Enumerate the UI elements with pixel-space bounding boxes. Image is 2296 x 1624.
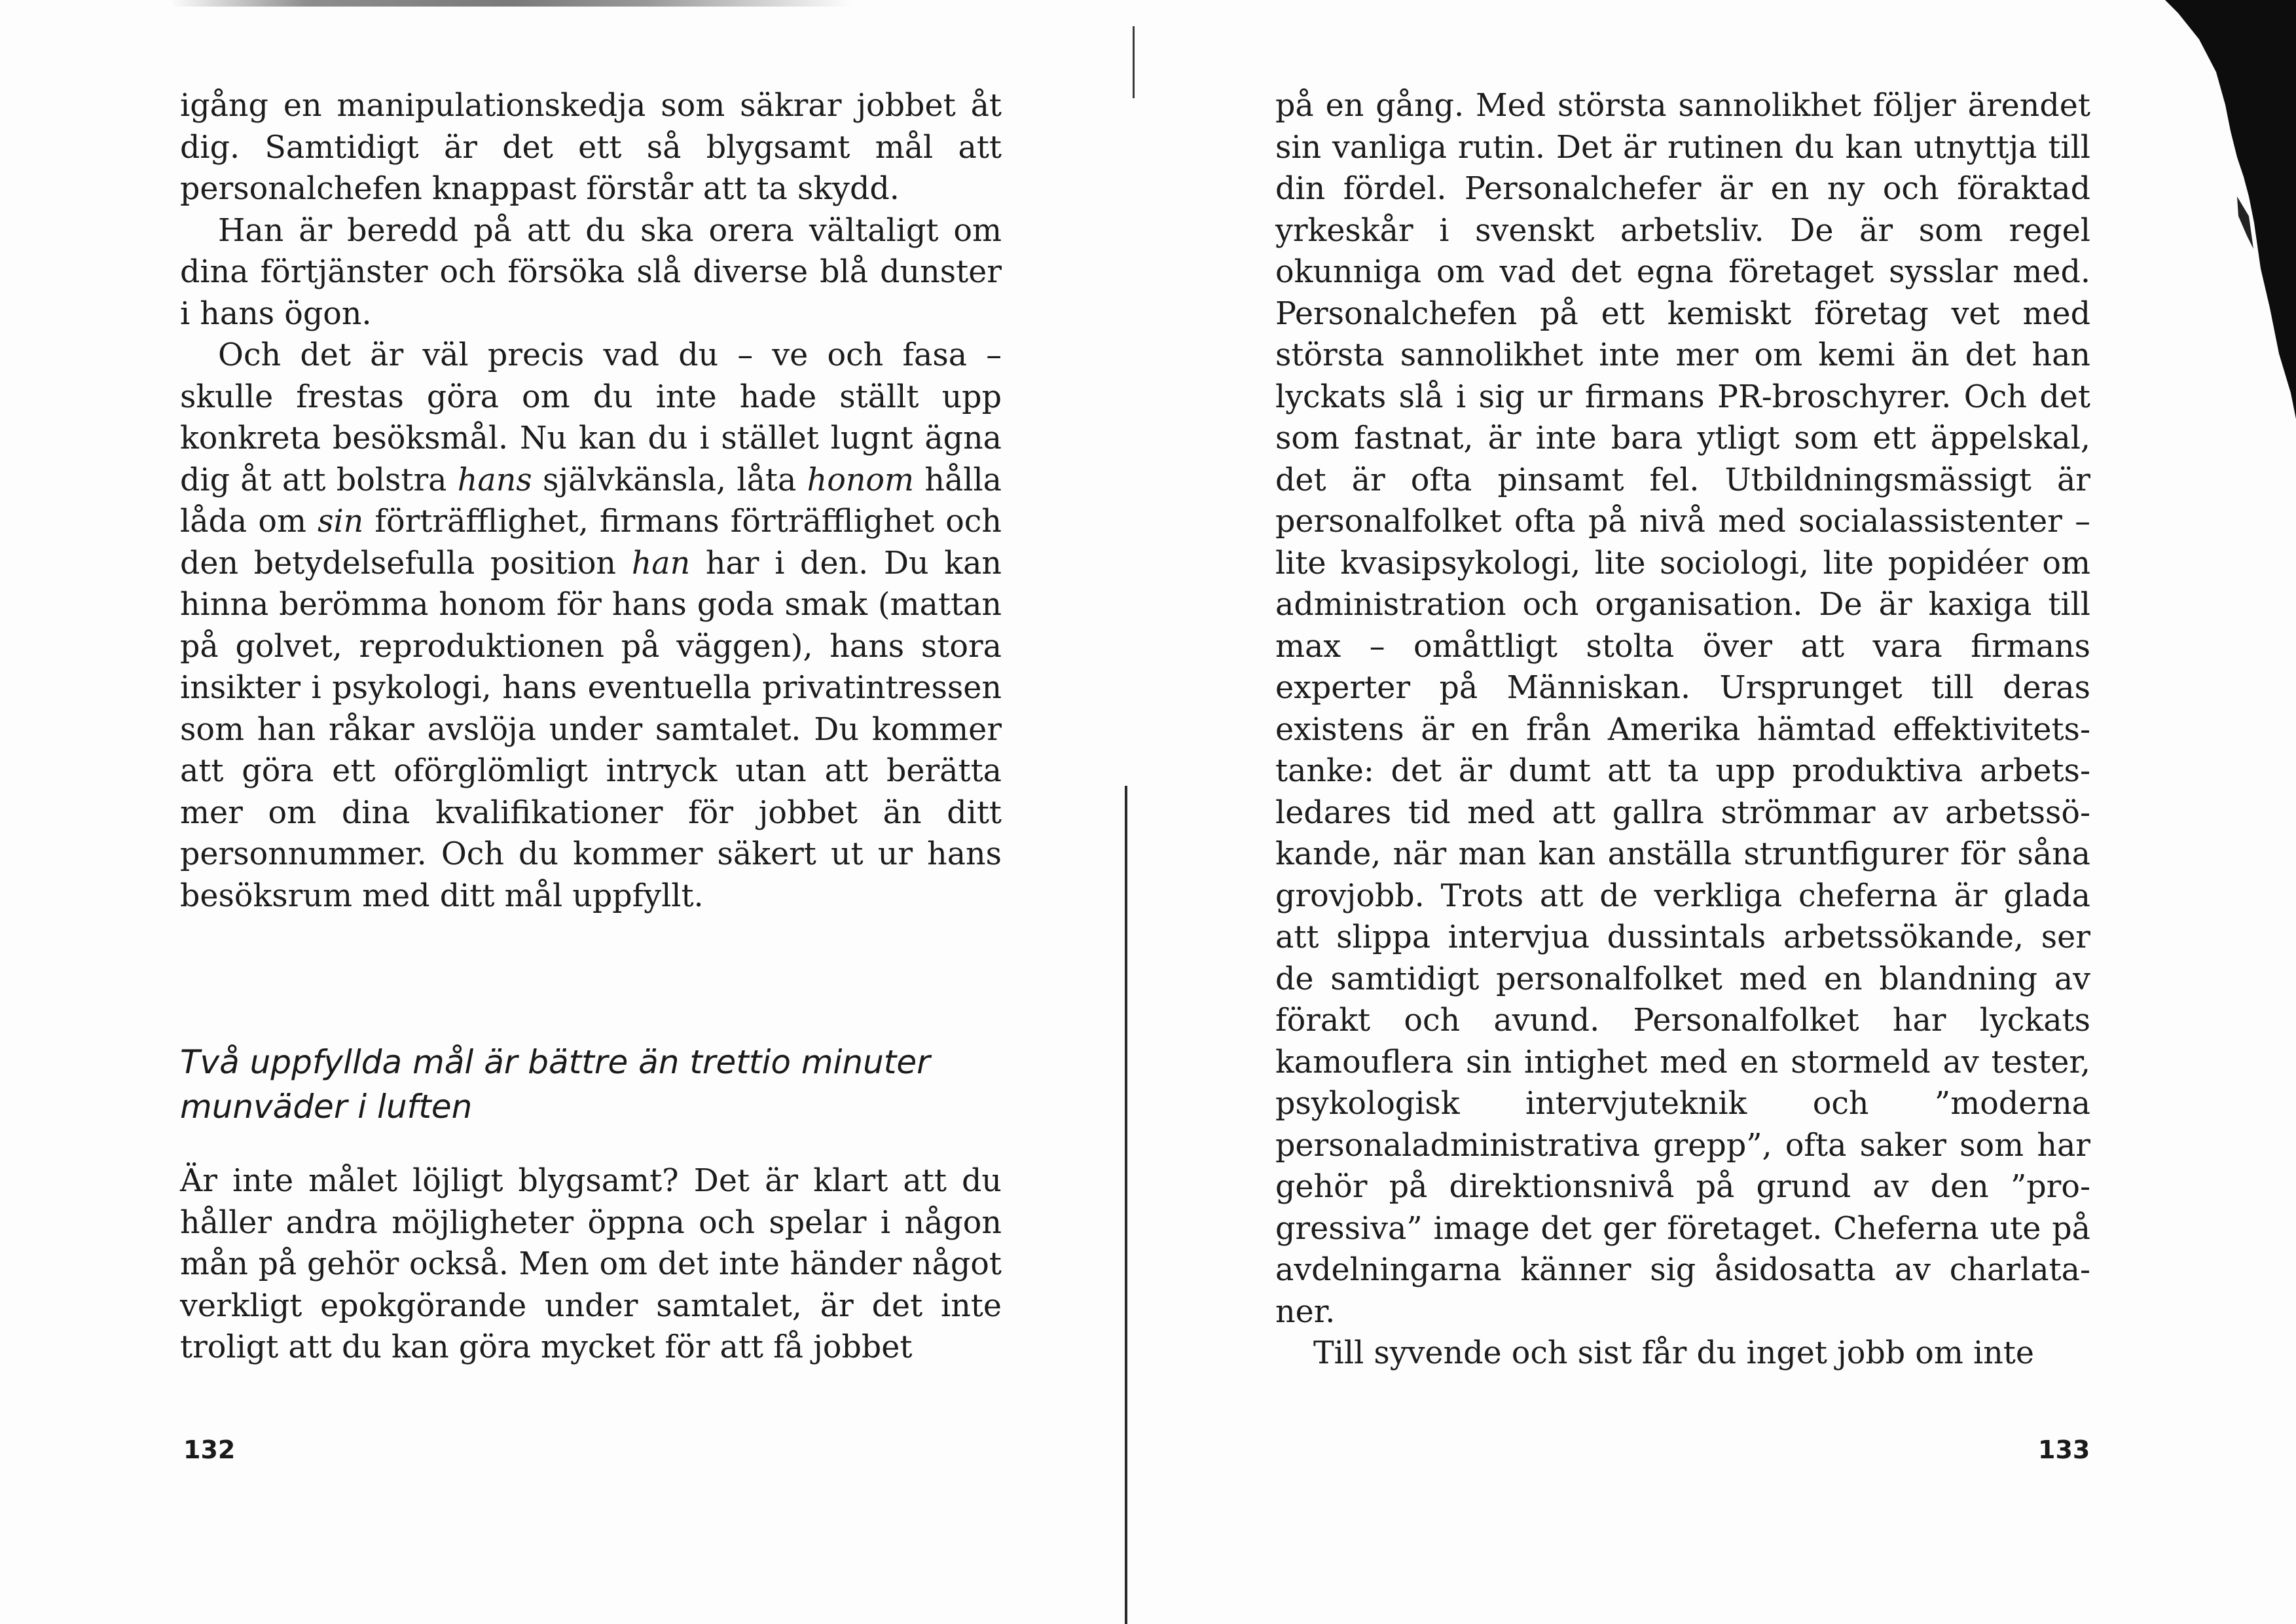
left-page-paragraphs — [180, 85, 1002, 917]
emphasis-text: hans — [457, 462, 532, 498]
section-heading-line-2: munväder i luften — [180, 1088, 473, 1126]
right-page-paragraphs — [1275, 85, 2090, 1375]
after-heading-block — [180, 1160, 1002, 1369]
gutter-line — [1125, 786, 1127, 1624]
left-page-paragraph: igång en manipulationskedja som säkrar jobbet åt dig. Samtidigt är det ett så blygsamt mål att personalchefen knappast förstår att ta skydd. — [180, 88, 1002, 207]
emphasis-text: honom — [807, 462, 915, 498]
scan-shadow-right — [2139, 0, 2296, 419]
left-page-body — [180, 85, 1002, 917]
scan-artifact-top — [170, 0, 851, 7]
right-page-paragraph: på en gång. Med största sannolikhet följer ärendet sin vanliga rutin. Det är rutinen du kan utnyttja till din fördel. Personalchefer är en ny och föraktad yrkeskår i svenskt arbetsliv. De är som regel okunniga om vad det egna företaget sysslar med. Personalchefen på ett kemiskt företag vet med största sannolikhet inte mer om kemi än det han lyckats slå i sig ur firmans PR-broschyrer. Och det som fastnat, är inte bara ytligt som ett äppelskal, det är ofta pinsamt fel. Utbildningsmässigt är personalfolket ofta på nivå med socialassistenter – lite kvasipsykologi, lite sociologi, lite popidéer om administration och organisation. De är kaxiga till max – omåttligt stolta över att vara firmans experter på Människan. Ursprunget till deras existens är en från Amerika hämtad effektivitetstanke: det är dumt att ta upp produktiva arbetsledares tid med att gallra strömmar av arbetssökande, när man kan anställa struntfigurer för såna grovjobb. Trots att de verkliga cheferna är glada att slippa intervjua dussintals arbetssökande, ser de samtidigt personalfolket med en blandning av förakt och avund. Personalfolket har lyckats kamouflera sin intighet med en stormeld av tester, psykologisk intervjuteknik och ”moderna personaladministrativa grepp”, ofta saker som har gehör på direktionsnivå på grund av den ”progressiva” image det ger företaget. Cheferna ute på avdelningarna känner sig åsidosatta av charlataner. — [1275, 88, 2090, 1330]
after-heading-paragraph: Är inte målet löjligt blygsamt? Det är klart att du håller andra möjligheter öppna och spelar i någon mån på gehör också. Men om det inte händer något verkligt epokgörande under samtalet, är det inte troligt att du kan göra mycket för att få jobbet — [180, 1163, 1002, 1365]
section-heading — [180, 1040, 1002, 1129]
left-page-paragraph: Och det är väl precis vad du – ve och fasa – skulle frestas göra om du inte hade ställt upp konkreta besöksmål. Nu kan du i stället lugnt ägna dig åt att bolstra hans självkänsla, låta honom hålla låda om sin förträfflighet, firmans förträfflighet och den betydelsefulla position han har i den. Du kan hinna berömma honom för hans goda smak (mattan på golvet, reproduktionen på väggen), hans stora insikter i psykologi, hans eventuella privatintressen som han råkar avslöja under samtalet. Du kommer att göra ett oförglömligt intryck utan att berätta mer om dina kvalifikationer för jobbet än ditt personnummer. Och du kommer säkert ut ur hans besöksrum med ditt mål uppfyllt. — [180, 337, 1002, 914]
gutter-mark-top — [1133, 26, 1135, 98]
left-page-paragraph: Han är beredd på att du ska orera vältaligt om dina förtjänster och försöka slå diverse blå dunster i hans ögon. — [180, 212, 1002, 332]
right-page-body — [1275, 85, 2090, 1375]
right-page-paragraph: Till syvende och sist får du inget jobb om inte — [1313, 1335, 2034, 1371]
section-heading-line-1: Två uppfyllda mål är bättre än trettio minuter — [180, 1043, 930, 1081]
page-number-right: 133 — [2038, 1435, 2090, 1464]
page-number-left: 132 — [183, 1435, 236, 1464]
emphasis-text: han — [631, 545, 691, 581]
emphasis-text: sin — [318, 504, 364, 540]
